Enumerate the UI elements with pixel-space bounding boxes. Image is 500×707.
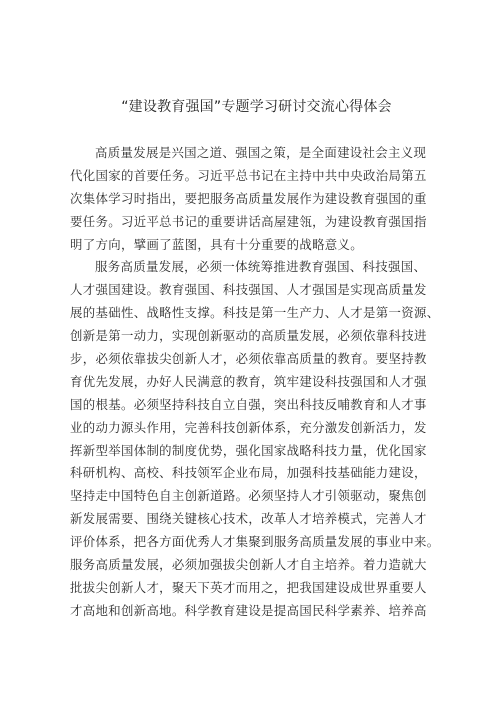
text-line: 科研机构、高校、科技领军企业布局，加强科技基础能力建设， [70, 465, 427, 481]
text-line: 步，必须依靠拔尖创新人才，必须依靠高质量的教育。要坚持教 [70, 351, 427, 367]
text-line: 新发展需要、围绕关键核心技术，改革人才培养模式，完善人才 [70, 511, 427, 527]
text-line: 人才强国建设。教育强国、科技强国、人才强国是实现高质量发 [70, 282, 427, 298]
text-line: 高质量发展是兴国之道、强国之策，是全面建设社会主义现 [95, 145, 427, 160]
text-line: 要任务。习近平总书记的重要讲话高屋建瓴，为建设教育强国指 [70, 213, 427, 229]
text-line: 坚持走中国特色自主创新道路。必须坚持人才引领驱动，聚焦创 [70, 488, 427, 504]
text-line: 业的动力源头作用，完善科技创新体系，充分激发创新活力，发 [70, 419, 427, 435]
text-line: 育优先发展，办好人民满意的教育，筑牢建设科技强国和人才强 [70, 373, 427, 389]
document-title: “建设教育强国”专题学习研讨交流心得体会 [121, 99, 392, 115]
text-line: 展的基础性、战略性支撑。科技是第一生产力、人才是第一资源、 [70, 305, 440, 321]
text-line: 服务高质量发展，必须一体统筹推进教育强国、科技强国、 [95, 259, 427, 275]
text-line: 国的根基。必须坚持科技自立自强，突出科技反哺教育和人才事 [70, 396, 427, 412]
text-line: 挥新型举国体制的制度优势，强化国家战略科技力量，优化国家 [70, 442, 427, 458]
text-line: 创新是第一动力，实现创新驱动的高质量发展，必须依靠科技进 [70, 328, 427, 344]
text-line: 才高地和创新高地。科学教育建设是提高国民科学素养、培养高 [70, 602, 427, 618]
text-line: 批拔尖创新人才，聚天下英才而用之，把我国建设成世界重要人 [70, 579, 427, 595]
text-line: 代化国家的首要任务。习近平总书记在主持中共中央政治局第五 [70, 167, 427, 183]
document-body [70, 142, 443, 623]
text-line: 次集体学习时指出，要把服务高质量发展作为建设教育强国的重 [70, 190, 427, 206]
text-line: 评价体系，把各方面优秀人才集聚到服务高质量发展的事业中来。 [70, 534, 440, 550]
text-line: 明了方向，擘画了蓝图，具有十分重要的战略意义。 [70, 236, 364, 252]
text-line: 服务高质量发展，必须加强拔尖创新人才自主培养。着力造就大 [70, 557, 427, 573]
